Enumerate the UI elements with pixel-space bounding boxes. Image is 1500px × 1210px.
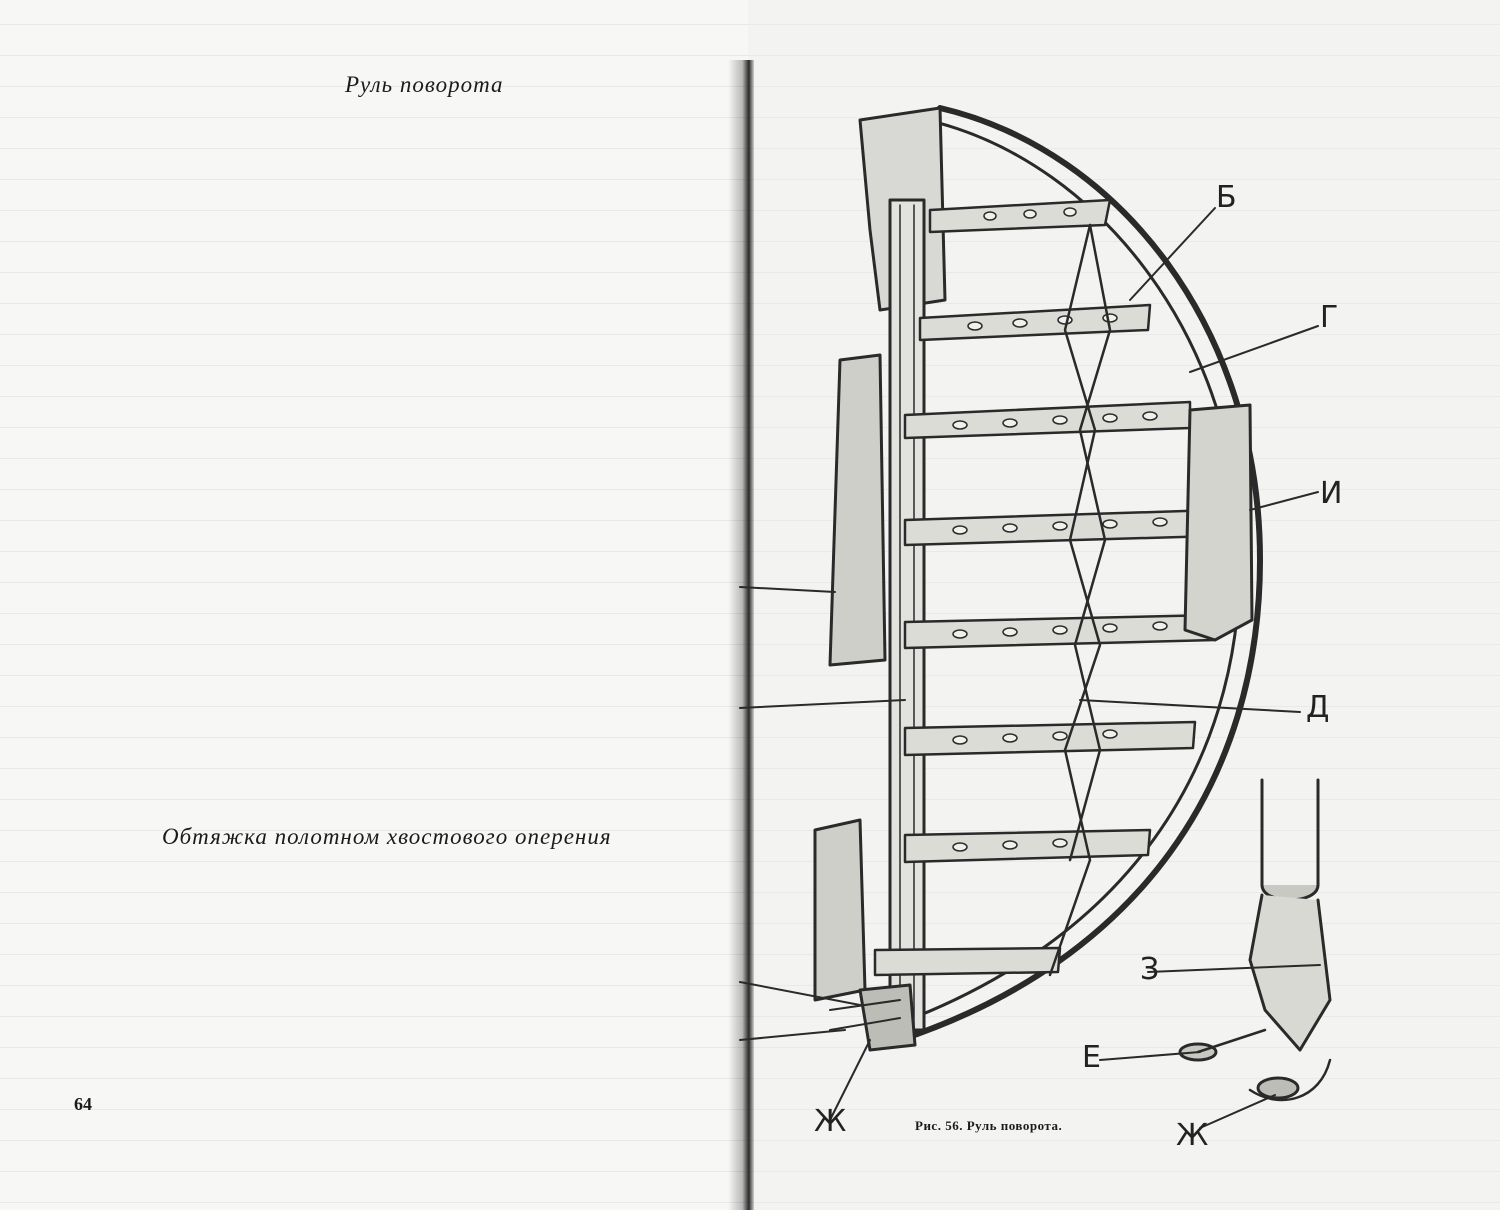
page-number: 64 (74, 1094, 92, 1114)
section-heading-rudder: Руль поворота (345, 72, 504, 97)
bottom-fairing (815, 820, 865, 1000)
label-zh-right: Ж (1176, 1118, 1209, 1153)
label-b: Б (1216, 180, 1237, 215)
tailskid-strut (1262, 780, 1318, 885)
comb-tab (1185, 405, 1252, 640)
label-g: Г (1320, 300, 1339, 335)
tailskid-hole (1258, 1078, 1298, 1098)
lower-fairing (830, 355, 885, 665)
section-heading-covering: Обтяжка полотном хвостового оперения (162, 824, 612, 849)
zigzag-strip (1050, 225, 1100, 975)
bottom-fitting (860, 985, 915, 1050)
label-e: Е (1082, 1040, 1101, 1075)
label-d: Д (1306, 690, 1330, 725)
figure-caption: Рис. 56. Руль поворота. (915, 1118, 1063, 1133)
label-i: И (1320, 476, 1343, 511)
label-zh-left: Ж (814, 1104, 847, 1139)
label-z: З (1140, 952, 1160, 987)
